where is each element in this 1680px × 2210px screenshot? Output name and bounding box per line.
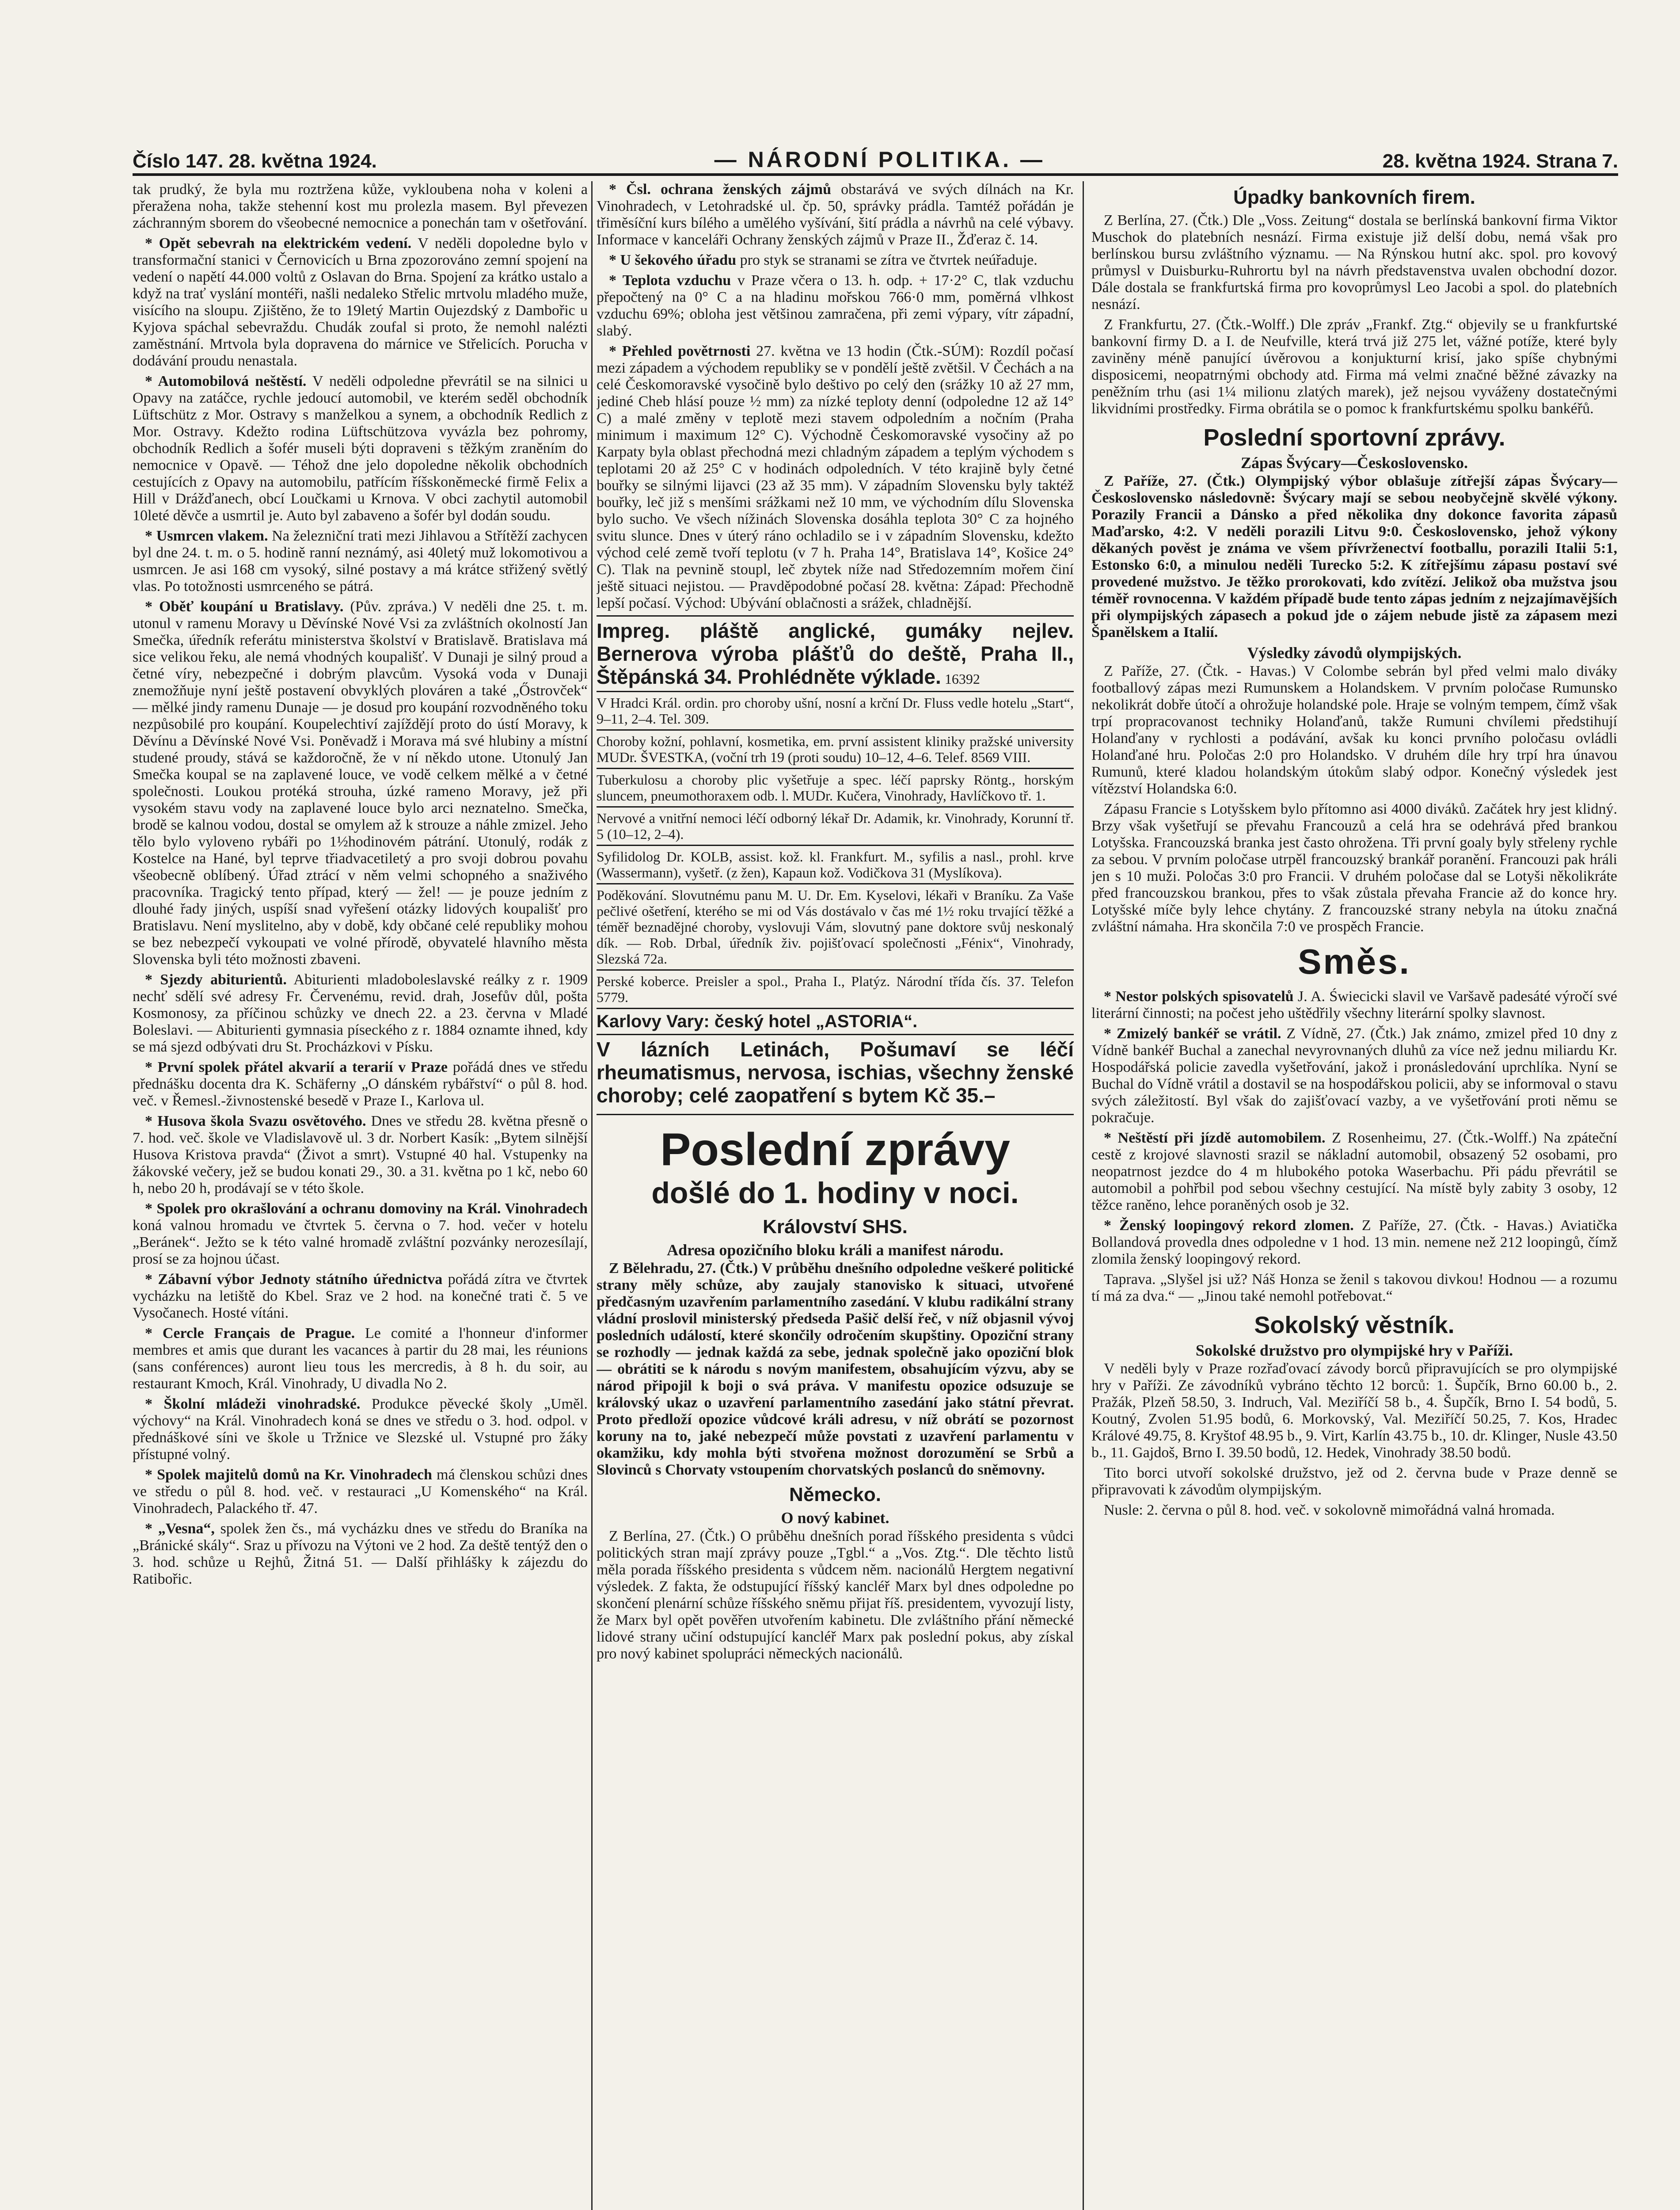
ad-text: Poděkování. Slovutnému panu M. U. Dr. Em. Kyselovi, lékaři v Braníku. Za Vaše pečlivé ošetření, kterého se mi od Vás dostávalo v čas mé 1½ roku trvající těžké a téměř beznadějné choroby, vyslovuji Vám, slovutný pane doktore svůj neskonalý dík. — Rob. Drbal, úředník živ. pojišťovací společnosti „Fénix“, Vinohrady, Slezská 72a. bbox=[597, 887, 1074, 967]
advertisement bbox=[597, 969, 1074, 1008]
news-body: Le comité a l'honneur d'informer membres et amis que durant les vacances à partir du 28 mai, les réunions (sans conférences) auront lieu tous les mercredis, à 8 h. du soir, au restaurant Kmoch, Král. Vinohrady, U divadla No 2. bbox=[133, 1325, 588, 1392]
article-body: V neděli byly v Praze rozřaďovací závody borců připravujících se pro olympijské hry v Paříži. Ze závodníků vybráno těchto 12 borců: 1. Šupčík, Brno 60.00 b., 2. Pražák, Plzeň 58.50, 3. Indruch, Val. Meziříčí 58 b., 4. Šupčík, Brno I. 54 bodů, 5. Koutný, Zvolen 51.95 bodů, 6. Morkovský, Val. Meziříčí 50.25, 7. Kos, Hradec Králové 49.75, 8. Kryštof 48.95 b., 9. Virt, Karlín 43.75 b., 10. dr. Klinger, Nusle 43.50 b., 11. Gajdoš, Brno I. 39.50 bodů, 12. Hedek, Vinohrady 38.50 bodů. bbox=[1091, 1360, 1617, 1461]
news-body: Dnes ve středu 28. května přesně o 7. hod. več. škole ve Vladislavově ul. 3 dr. Norbert Kasík: „Bytem silnější Husova Kristova pravda“ (Život a smrt). Vstupné 40 hal. Vstupenky na žákovské večery, jež se budou konati 29., 30. a 31. května po 1 kč, nebo 60 h, nebo 20 h, prodávají se v této škole. bbox=[133, 1113, 588, 1196]
article-subheadline: O nový kabinet. bbox=[781, 1509, 889, 1527]
news-headline: * Spolek majitelů domů na Kr. Vinohradech bbox=[145, 1467, 432, 1483]
column-middle bbox=[597, 181, 1074, 2210]
issue-number-date: Číslo 147. 28. května 1924. bbox=[133, 150, 377, 172]
ad-text: V Hradci Král. ordin. pro choroby ušní, nosní a krční Dr. Fluss vedle hotelu „Start“, 9–11, 2–4. Tel. 309. bbox=[597, 695, 1074, 727]
joke-item: Taprava. „Slyšel jsi už? Náš Honza se ženil s takovou divkou! Hodnou — a rozumu tí má za dva.“ — „Jinou také nemohl potřebovat.“ bbox=[1091, 1271, 1617, 1304]
news-headline: * Zmizelý bankéř se vrátil. bbox=[1104, 1025, 1281, 1042]
section-rule bbox=[597, 1114, 1074, 1115]
section-headline: Směs. bbox=[1298, 942, 1411, 981]
news-item bbox=[133, 1113, 588, 1197]
article-headline: Německo. bbox=[789, 1484, 881, 1505]
news-body: obstarává ve svých dílnách na Kr. Vinohradech, v Letohradské ul. čp. 50, správky prádla. Tamtéž pořádán je třiměsíční kurs bílého a umělého vyšívání, šití prádla a návrhů na celé výbavy. Informace v kanceláři Ochrany ženských zájmů v Praze II., Žďeraz č. 14. bbox=[597, 181, 1074, 248]
news-headline: * Nestor polských spisovatelů bbox=[1104, 988, 1294, 1005]
news-headline: * Školní mládeži vinohradské. bbox=[145, 1396, 361, 1412]
news-item bbox=[133, 598, 588, 968]
news-headline: * Oběť koupání u Bratislavy. bbox=[145, 598, 344, 615]
ad-text: Syfilidolog Dr. KOLB, assist. kož. kl. Frankfurt. M., syfilis a nasl., prohl. krve (Wassermann), vyšetř. (z žen), Kapaun kož. Vodičkova 31 (Myslíkova). bbox=[597, 849, 1074, 880]
news-headline: * Automobilová neštěstí. bbox=[145, 373, 307, 389]
advertisement bbox=[597, 729, 1074, 768]
article-body: Z Paříže, 27. (Čtk. - Havas.) V Colombe sebrán byl před velmi malo diváky footballový zápas mezi Rumunskem a Holandskem. V prvním poločase Rumunsko nekolikrát dobře útočí a ohrožuje holandské pole. Hraje se volným tempem, čímž však trpí propracovanost techniky Holanďanů, takže Rumuni chvílemi předstihují Holanďany v rychlosti a podávání, avšak ku konci prvního poločasu ovládli Holanďané hru. Poločas 2:0 pro Holandsko. V druhém díle hry trpí hra únavou Rumunů, které kladou holandským útokům slabý odpor. Konečný výsledek jest vítězství Holandska 6:0. bbox=[1091, 663, 1617, 797]
news-headline: * Spolek pro okrašlování a ochranu domoviny na Král. Vinohradech bbox=[145, 1200, 588, 1217]
news-headline: * Čsl. ochrana ženských zájmů bbox=[609, 181, 832, 198]
ad-text: Tuberkulosu a choroby plic vyšetřuje a spec. léčí paprsky Röntg., horským sluncem, pneumothoraxem odb. l. MUDr. Kučera, Vinohrady, Havlíčkovo tř. 1. bbox=[597, 772, 1074, 804]
news-item bbox=[597, 252, 1074, 269]
news-item bbox=[133, 1200, 588, 1268]
header-rule bbox=[133, 173, 1618, 176]
column-right bbox=[1091, 181, 1617, 2210]
section-subheadline: došlé do 1. hodiny v noci. bbox=[651, 1176, 1019, 1210]
column-divider bbox=[591, 181, 593, 2210]
article-body: Z Paříže, 27. (Čtk.) Olympijský výbor oblašuje zítřejší zápas Švýcary—Československo následovně: Švýcary mají se sebou neobyčejně skvělé výkony. Porazily Francii a Dánsko a před několika dny dokonce favorita zápasů Maďarsko, 4:2. V neděli porazili Litvu 9:0. Československo, jehož výkony děkaných pověst je známa ve všem přívrženectví footballu, porazili Italii 5:1, Estonsko 6:0, a minulou neděli Turecko 5:2. K zítřejšímu zápasu postaví své provedené mužstvo. Je těžko prorokovati, kdo zvítězí. Jelikož oba mužstva jsou téměř rovnocenna. V každém případě bude tento zápas jedním z nejzajímavějších při olympijských zápasech a pokud jde o zájem nebude jistě za zápasem mezi Španělskem a Italií. bbox=[1091, 473, 1617, 640]
news-body: Na železniční trati mezi Jihlavou a Střítěží zachycen byl dne 24. t. m. o 5. hodině ranní neznámý, asi 40letý muž lokomotivou a usmrcen. Je asi 168 cm vysoký, silné postavy a má krátce střižený světlý vlas. Po totožnosti usmrceného se pátrá. bbox=[133, 528, 588, 594]
article-headline: Království SHS. bbox=[763, 1216, 908, 1238]
news-item bbox=[1091, 988, 1617, 1022]
news-body: spolek žen čs., má vycházku dnes ve středu do Braníka na „Bránické skály“. Sraz u přívozu na Výtoni ve 2 hod. Za deště tentýž den o 3. hod. schůze u Rejhů, Žitná 51. — Další přihlášky k zájezdu do Ratibořic. bbox=[133, 1520, 588, 1587]
news-headline: * Ženský loopingový rekord zlomen. bbox=[1104, 1217, 1354, 1234]
news-headline: * Opět sebevrah na elektrickém vedení. bbox=[145, 235, 412, 251]
news-item bbox=[133, 1520, 588, 1588]
ad-text: Perské koberce. Preisler a spol., Praha I., Platýz. Národní třída čís. 37. Telefon 5779. bbox=[597, 973, 1074, 1005]
news-body: pro styk se stranami se zítra ve čtvrtek neúřaduje. bbox=[740, 252, 1038, 268]
ad-text: Impreg. pláště anglické, gumáky nejlev. Bernerova výroba plášťů do deště, Praha II., Štěpánská 34. Prohlédněte výklade. bbox=[597, 619, 1074, 688]
news-headline: * Cercle Français de Prague. bbox=[145, 1325, 355, 1341]
page-header bbox=[133, 133, 1618, 172]
news-item bbox=[133, 373, 588, 524]
column-divider bbox=[1083, 181, 1084, 2210]
news-item bbox=[133, 1325, 588, 1392]
article-subheadline: Adresa opozičního bloku králi a manifest národu. bbox=[667, 1241, 1003, 1259]
news-item bbox=[133, 528, 588, 595]
news-item bbox=[1091, 1025, 1617, 1126]
news-item bbox=[597, 272, 1074, 339]
news-item bbox=[1091, 1130, 1617, 1214]
news-item bbox=[597, 181, 1074, 248]
news-body: Produkce pěvecké školy „Uměl. výchovy“ na Král. Vinohradech koná se dnes ve středu o 3. hod. odpol. v přednáškové síni ve škole u Tržnice ve Slezské ul. Vstupné pro žáky přístupné volný. bbox=[133, 1396, 588, 1463]
ad-text: Karlovy Vary: český hotel „ASTORIA“. bbox=[597, 1012, 918, 1031]
news-body: pořádá dnes ve středu přednášku docenta dra K. Schäferny „O dánském rybářství“ o půl 8. hod. več. v Řemesl.-živnostenské besedě v Praze I., Karlova ul. bbox=[133, 1059, 588, 1109]
article-subheadline: Sokolské družstvo pro olympijské hry v Paříži. bbox=[1195, 1341, 1513, 1359]
ad-text: Nervové a vnitřní nemoci léčí odborný lékař Dr. Adamik, kr. Vinohrady, Korunní tř. 5 (10–12, 2–4). bbox=[597, 810, 1074, 842]
section-headline: Poslední zprávy bbox=[660, 1124, 1010, 1175]
news-body: J. A. Świecicki slavil ve Varšavě padesáté výročí své literární činnosti; na počest jeho uštědřily všechny literární spolky slavnost. bbox=[1091, 988, 1617, 1021]
news-item bbox=[133, 1059, 588, 1109]
news-body: pořádá zítra ve čtvrtek vycházku na letiště do Kbel. Sraz ve 2 hod. na konečné trati č. 5 ve Vysočanech. Hosté vítáni. bbox=[133, 1271, 588, 1321]
article-body: Tito borci utvoří sokolské družstvo, jež od 2. června bude v Praze denně se připravovati k závodům olympijským. bbox=[1091, 1465, 1617, 1498]
news-headline: * Zábavní výbor Jednoty státního úřednictva bbox=[145, 1271, 443, 1288]
article-body: Z Frankfurtu, 27. (Čtk.-Wolff.) Dle zpráv „Frankf. Ztg.“ objevily se u frankfurtské bankovní firmy D. a I. de Neufville, která trvá již 275 let, vážné potíže, které byly zaviněny méně panující úvěrovou a konjukturní krisí, jako spíše chybnými disposicemi, neopatrnými obchody atd. Firma má velmi značné běžné závazky na peněžním trhu (asi 1¼ milionu zlatých marek), jež nejsou vyváženy dostatečnými likvidními prostředky. Firma obrátila se o pomoc k frankfurtskému spolku bankéřů. bbox=[1091, 316, 1617, 417]
article-headline: Úpadky bankovních firem. bbox=[1233, 187, 1475, 208]
article-body: Z Bělehradu, 27. (Čtk.) V průběhu dnešního odpoledne veškeré politické strany měly schůze, aby zaujaly stanovisko k situaci, utvořené předčasným uzavřením parlamentního zasedání. V klubu radikální strany vládní proslovil ministerský předseda Pašič delší řeč, v níž objasnil vývoj posledních událostí, které skončily odročením skupštiny. Opoziční strany se rozhodly — jednak každá za sebe, jednak společně jako opoziční blok — obrátiti se k národu s novým manifestem, obsahujícím výzvu, aby se národ připojil k boji o svá práva. V manifestu opozice odsuzuje se královský ukaz o uzavření parlamentního zasedání jako státní převrat. Proto předloží opozice vůdcové králi adresu, v níž obrátí se pozornost koruny na to, jaké nebezpečí může povstati z uzavření parlamentu v okamžiku, kdy mohla býti stvořena možnost dorozumění se Srbů a Slovinců s Chorvaty vstoupením chorvatských poslanců do sněmovny. bbox=[597, 1260, 1074, 1478]
section-headline: Poslední sportovní zprávy. bbox=[1203, 424, 1505, 451]
news-body: v Praze včera o 13. h. odp. + 17·2° C, tlak vzduchu přepočtený na 0° C a na hladinu mořskou 766·0 mm, poměrná vlhkost vzduchu 69%; obloha jest většinou zamračena, při zemi výpary, vítr západní, slabý. bbox=[597, 272, 1074, 339]
article-body: Nusle: 2. června o půl 8. hod. več. v sokolovně mimořádná valná hromada. bbox=[1104, 1502, 1555, 1518]
news-headline: * Husova škola Svazu osvětového. bbox=[145, 1113, 366, 1129]
advertisement bbox=[597, 691, 1074, 729]
news-body: má členskou schůzi dnes ve středu o půl 8. hod. več. v restauraci „U Komenského“ na Král. Vinohradech, Palackého tř. 47. bbox=[133, 1467, 588, 1517]
news-item bbox=[133, 1467, 588, 1517]
news-item bbox=[1091, 1217, 1617, 1268]
article-body: Zápasu Francie s Lotyšskem bylo přítomno asi 4000 diváků. Začátek hry jest klidný. Brzy však vyšetřují se převahu Francouzů a celá hra se odehrává před brankou Lotyšska. Francouzská branka jest často ohrožena. Tři první goaly byly střeleny rychle za sebou. V prvním poločase utrpěl francouzský brankář poranění. Francouzi pak hráli jen s 10 muži. Poločas 3:0 pro Francii. V druhém poločase dal se Lotyši několikráte před francouzskou brankou, přes to však zůstala převaha Francie až do konce hry. Lotyšské míče byly lehce chytány. Z francouzské strany nebyla na útoku značná zvláštní námaha. Hra skončila 7:0 ve prospěch Francie. bbox=[1091, 801, 1617, 935]
article-body: Z Berlína, 27. (Čtk.) Dle „Voss. Zeitung“ dostala se berlínská bankovní firma Viktor Muschok do platebních nesnází. Firma existuje již delší dobu, nemá však pro berlínskou bursu zvláštního významu. — Na Rýnskou hutní akc. spol. pro kovový průmysl v Duisburku-Ruhrortu byl na návrh představenstva uvalen obchodní dozor. Dále dostala se frankfurtská firma pro kovoprůmysl Leo Jacobi a spol. do platebních nesnází. bbox=[1091, 212, 1617, 312]
news-headline: * U šekového úřadu bbox=[609, 252, 737, 268]
ad-text: Choroby kožní, pohlavní, kosmetika, em. první assistent kliniky pražské university MUDr. ŠVESTKA, (voční trh 19 (proti soudu) 10–12, 4–6. Telef. 8569 VIII. bbox=[597, 733, 1074, 765]
column-left bbox=[133, 181, 588, 2210]
news-item bbox=[133, 1271, 588, 1322]
news-headline: * Přehled povětrnosti bbox=[609, 343, 751, 359]
news-body: Abiturienti mladoboleslavské reálky z r. 1909 nechť sdělí své adresy Fr. Červenému, revid. drah, Josefův důl, pošta Kosmonosy, za příčinou schůzky ve dnech 22. a 23. června v Mladé Boleslavi. — Abiturienti gymnasia píseckého z r. 1884 oznamte ihned, kdy se má sjezd odbývati dru St. Procházkovi v Písku. bbox=[133, 972, 588, 1055]
article-subheadline: Výsledky závodů olympijských. bbox=[1247, 644, 1462, 662]
section-headline: Sokolský věstník. bbox=[1254, 1312, 1455, 1338]
advertisement bbox=[597, 1008, 1074, 1034]
news-body: V neděli dopoledne bylo v transformační stanici v Černovicích u Brna zpozorováno zemní spojení na vedení o napětí 44.000 voltů z Oslavan do Brna. Spojení za krátko ustalo a když na trať vyslání montéři, našli nedaleko Střelic mrtvolu mladého muže, visícího na sloupu. Zjištěno, že to 19letý Martin Oujezdský z Dambořic u Kyjova spáchal sebevraždu. Chudák zoufal si proto, že nemohl nalézti zaměstnání. Mrtvola byla dopravena do márnice ve Střelicích. Porucha v dodávání proudu nenastala. bbox=[133, 235, 588, 369]
news-body: Z Paříže, 27. (Čtk. - Havas.) Aviatička Bollandová provedla dnes odpoledne v 1 hod. 13 min. nemene než 212 loopingů, čímž zlomila ženský loopingový rekord. bbox=[1091, 1217, 1617, 1267]
news-item bbox=[597, 343, 1074, 612]
news-item bbox=[133, 972, 588, 1055]
news-body: Z Rosenheimu, 27. (Čtk.-Wolff.) Na zpáteční cestě z krojové slavnosti srazil se nákladní automobil, obsazený 52 osobami, pro neopatrnost jezdce do 4 m hlubokého potoka Waserbachu. Při pádu převrátil se automobil a pohřbil pod sebou všechny cestující. Na místě byly zabity 3 osoby, 12 těžce raněno, lehce poraněných osob je 32. bbox=[1091, 1130, 1617, 1213]
news-headline: * Sjezdy abiturientů. bbox=[145, 972, 287, 988]
advertisement bbox=[597, 615, 1074, 691]
news-headline: * První spolek přátel akvarií a terarií v Praze bbox=[145, 1059, 448, 1075]
news-item bbox=[133, 1396, 588, 1463]
news-body: (Pův. zpráva.) V neděli dne 25. t. m. utonul v ramenu Moravy u Děvínské Nové Vsi za zvláštních okolností Jan Smečka, úředník referátu ministerstva školství v Bratislavě. Bratislava má sice velikou řeku, ale nemá vhodných koupališť. V Dunaji je silný proud a četné víry, nebezpečné i dobrým plavcům. Vysoká voda v Dunaji znemožňuje nyní ještě postavení obvyklých plováren a také „Őstrovček“ — mělké jindy ramenu Dunaje — je dosud pro koupání rozvodněného toku nezpůsobilé pro koupání. Koupelechtiví zajíždějí proto do ústí Moravy, k Děvínu a Děvínské Nové Vsi. Poněvadž i Morava má své hlubiny a místní studené proudy, stává se každoročně, že v ní někdo utone. Utonulý Jan Smečka koupal se na zaplavené louce, ve vodě celkem mělké a v četné společnosti. Loukou protéká strouha, úzké rameno Moravy, jež při vysokém stavu vody na zaplavené louce bylo arci neznatelno. Smečka, brodě se kalnou vodou, dostal se omylem až k strouze a náhle zmizel. Jeho tělo bylo vyloveno rybáři po 1½hodinovém pátrání. Utonulý, rodák z Kostelce na Hané, byl teprve třiadvacetiletý a pro svoji dobrou povahu všeobecně oblíbený. Úřad ztrácí v něm velmi schopného a snaživého pracovníka. Tragický tento případ, který — žel! — je pouze jedním z dlouhé řady jiných, uspíší snad vyřešení otázky lidových koupališť pro Bratislavu. Není myslitelno, aby v době, kdy občané celé republiky mohou se bez nebezpečí vykoupati ve volné přírodě, obyvatelé hlavního města Slovenska byli této možnosti zbaveni. bbox=[133, 598, 588, 968]
news-body: Z Vídně, 27. (Čtk.) Jak známo, zmizel před 10 dny z Vídně bankéř Buchal a zanechal nevyrovnaných dluhů za více než jednu miliardu Kr. Hospodářská policie zavedla vyšetřování, jakož i pronásledování uprchlíka. Nyní se Buchal do Vídně vrátil a dostavil se na hospodářskou policii, aby se informoval o stavu svých záležitostí. Byl však do zajišťovací vazby, a ve vyšetřování proti němu se pokračuje. bbox=[1091, 1025, 1617, 1126]
article-body: Z Berlína, 27. (Čtk.) O průběhu dnešních porad říšského presidenta s vůdci politických stran mají zprávy pouze „Tgbl.“ a „Vos. Ztg.“. Dle těchto listů měla porada říšského presidenta s vůdcem něm. nacionálů Hergtem negativní výsledek. Z fakta, že odstupující říšský kancléř Marx byl dnes odpoledne po skončení plenární schůze říšského sněmu přijat říš. presidentem, vyvozují listy, že Marx byl opět pověřen utvořením kabinetu. Dle zvláštního přání německé lidové strany učiní odstupující kancléř Marx pak poslední pokus, aby získal pro nový kabinet spolupráci německých nacionálů. bbox=[597, 1528, 1074, 1662]
news-body: koná valnou hromadu ve čtvrtek 5. června o 7. hod. večer v hotelu „Beránek“. Ježto se k této valné hromadě zvláštní pozvánky nerozesílají, prosí se za hojnou účast. bbox=[133, 1217, 588, 1267]
news-headline: * „Vesna“, bbox=[145, 1520, 215, 1537]
news-body: 27. května ve 13 hodin (Čtk.-SÚM): Rozdíl počasí mezi západem a východem republiky se v pondělí ještě zvětšil. V Čechách a na celé Českomoravské vysočině bylo deštivo po celý den (srážky 10 až 27 mm, jediné Cheb hlásí pouze ½ mm) za nízké teploty denní (odpoledne 12 až 14° C) a malé změny v teplotě mezi stavem odpoledním a nočním (Praha minimum i maximum 12° C). Východně Českomoravské vysočiny až po Karpaty byla oblast přechodná mezi chladným západem a teplým východem s teplotami 20 až 25° C v hodinách odpoledních. V této krajině byly četné bouřky se silnými lijavci (23 až 35 mm). V západním Slovensku byly taktéž bouřky, leč již s menšími srážkami než 10 mm, ve východním dílu Slovenska bylo sucho. Ve všech nížinách Slovenska dosáhla teplota 30° C za hojného svitu slunce. Dnes v úterý ráno ochladilo se i v západním Slovensku, kdežto východ celé země tvoří teplotu (v 7 h. Praha 14°, Bratislava 14°, Košice 24° C). Tlak na pevnině stoupl, leč zbytek níže nad Středozemním mořem činí ještě situaci nejistou. — Pravděpodobné počasí 28. května: Západ: Přechodně lepší počasí. Východ: Ubývání oblačnosti a srážek, chladnější. bbox=[597, 343, 1074, 611]
news-headline: * Usmrcen vlakem. bbox=[145, 528, 268, 544]
date-page-number: 28. května 1924. Strana 7. bbox=[1382, 150, 1618, 172]
advertisement bbox=[597, 1034, 1074, 1109]
masthead-title: — NÁRODNÍ POLITIKA. — bbox=[714, 147, 1045, 172]
article-subheadline: Zápas Švýcary—Československo. bbox=[1240, 454, 1468, 472]
news-item bbox=[133, 235, 588, 370]
news-headline: * Neštěstí při jízdě automobilem. bbox=[1104, 1130, 1326, 1146]
ad-text: V lázních Letinách, Pošumaví se léčí rheumatismus, nervosa, ischias, všechny ženské choroby; celé zaopatření s bytem Kč 35.– bbox=[597, 1038, 1074, 1107]
ad-number: 16392 bbox=[944, 671, 980, 687]
advertisement bbox=[597, 845, 1074, 883]
article-continuation: tak prudký, že byla mu roztržena kůže, vykloubena noha v koleni a přeražena noha, takže stehenní kost mu prolezla masem. Byl převezen záchranným sborem do všeobecné nemocnice a ponechán tam v ošetřování. bbox=[133, 181, 588, 231]
advertisement bbox=[597, 768, 1074, 806]
news-headline: * Teplota vzduchu bbox=[609, 272, 731, 289]
advertisement bbox=[597, 806, 1074, 845]
news-body: V neděli odpoledne převrátil se na silnici u Opavy na zatáčce, rychle jedoucí automobil, ve kterém seděl obchodník Lüftschütz z Mor. Ostravy s manželkou a synem, a obchodník Redlich z Mor. Ostravy. Kdežto rodina Lüftschützova vyvázla bez pohromy, obchodník Redlich a šofér museli býti dopraveni s těžkým zraněním do nemocnice v Opavě. — Téhož dne jelo dopoledne několik obchodních cestujících z Opavy na automobilu, patřícím říšskoněmecké firmě Felix a Hill v Drážďanech, obcí Loučkami u Krnova. V obci zachytil automobil 10leté děvče a usmrtil je. Auto byl zabaveno a šofér byl dodán soudu. bbox=[133, 373, 588, 524]
advertisement bbox=[597, 883, 1074, 969]
